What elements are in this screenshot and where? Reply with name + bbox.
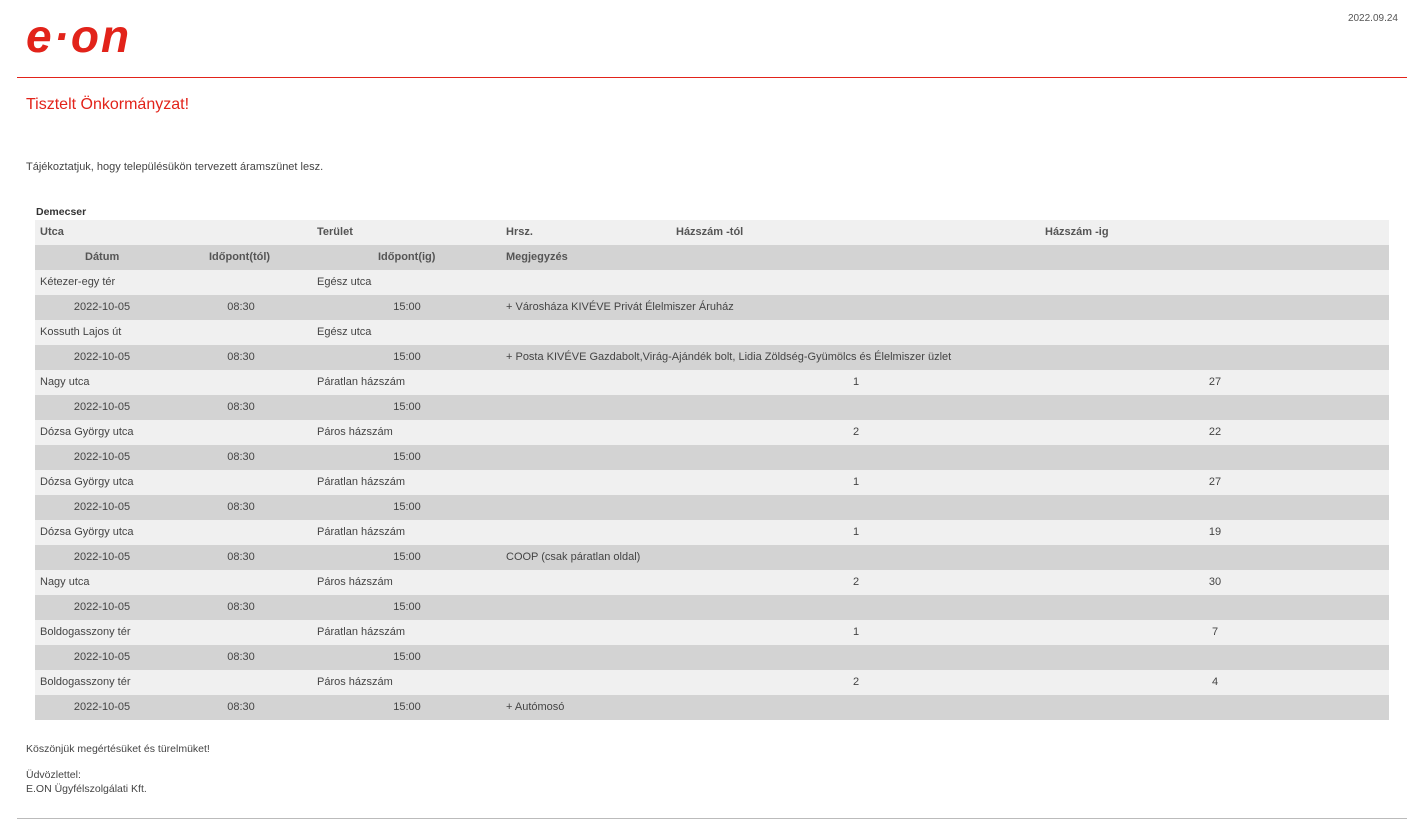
cell-time-from: 08:30 [227,401,255,413]
cell-note: + Autómosó [506,701,565,713]
outage-table [35,220,1389,720]
cell-street: Kétezer-egy tér [40,276,116,288]
cell-area: Páratlan házszám [317,376,406,388]
cell-street: Dózsa György utca [40,476,134,488]
table-row-schedule [35,495,1389,520]
cell-street: Kossuth Lajos út [40,326,122,338]
town-name: Demecser [36,206,87,218]
cell-date: 2022-10-05 [73,301,131,313]
cell-house-from: 1 [852,526,860,538]
cell-house-to: 7 [1211,626,1219,638]
cell-house-to: 27 [1208,376,1222,388]
cell-date: 2022-10-05 [73,501,131,513]
table-row-location [35,270,1389,295]
company-name: E.ON Ügyfélszolgálati Kft. [26,783,147,795]
cell-street: Nagy utca [40,576,90,588]
cell-time-from: 08:30 [227,351,255,363]
cell-house-from: 1 [852,376,860,388]
cell-date: 2022-10-05 [73,551,131,563]
col-header-date: Dátum [85,251,120,263]
table-row-schedule [35,645,1389,670]
cell-house-from: 2 [852,426,860,438]
header-divider [17,77,1407,78]
cell-house-to: 22 [1208,426,1222,438]
table-row-schedule [35,545,1389,570]
intro-text: Tájékoztatjuk, hogy településükön tervezett áramszünet lesz. [26,161,324,173]
cell-house-from: 1 [852,476,860,488]
table-row-location [35,420,1389,445]
cell-area: Páratlan házszám [317,526,406,538]
table-row-location [35,620,1389,645]
cell-time-from: 08:30 [227,601,255,613]
cell-date: 2022-10-05 [73,451,131,463]
closing-text: Köszönjük megértésüket és türelmüket! [26,743,210,755]
cell-area: Páros házszám [317,426,393,438]
col-header-time-from: Időpont(tól) [209,251,271,263]
cell-street: Nagy utca [40,376,90,388]
eon-logo [26,12,176,58]
cell-time-to: 15:00 [393,601,421,613]
cell-time-from: 08:30 [227,301,255,313]
cell-house-to: 19 [1208,526,1222,538]
table-row-schedule [35,395,1389,420]
table-row-location [35,470,1389,495]
cell-time-to: 15:00 [393,551,421,563]
cell-note: COOP (csak páratlan oldal) [506,551,641,563]
table-row-schedule [35,295,1389,320]
cell-street: Dózsa György utca [40,426,134,438]
cell-area: Egész utca [317,326,372,338]
eon-logo-text: e·on [26,12,132,58]
footer-divider [17,818,1407,819]
col-header-area: Terület [317,226,353,238]
cell-date: 2022-10-05 [73,401,131,413]
table-row-schedule [35,345,1389,370]
cell-house-to: 27 [1208,476,1222,488]
cell-note: + Városháza KIVÉVE Privát Élelmiszer Áruház [506,301,734,313]
table-row-location [35,370,1389,395]
cell-time-to: 15:00 [393,301,421,313]
cell-house-from: 1 [852,626,860,638]
table-row-schedule [35,695,1389,720]
cell-street: Dózsa György utca [40,526,134,538]
cell-time-to: 15:00 [393,501,421,513]
regards-text: Üdvözlettel: [26,769,81,781]
cell-time-from: 08:30 [227,651,255,663]
col-header-time-to: Időpont(ig) [378,251,436,263]
col-header-street: Utca [40,226,64,238]
col-header-lot: Hrsz. [506,226,533,238]
cell-time-to: 15:00 [393,651,421,663]
cell-area: Páros házszám [317,676,393,688]
cell-house-to: 30 [1208,576,1222,588]
cell-street: Boldogasszony tér [40,676,131,688]
letter-date: 2022.09.24 [1347,13,1398,24]
cell-time-from: 08:30 [227,501,255,513]
col-header-note: Megjegyzés [506,251,568,263]
cell-note: + Posta KIVÉVE Gazdabolt,Virág-Ajándék bolt, Lidia Zöldség-Gyümölcs és Élelmiszer üzlet [506,351,952,363]
table-row-location [35,520,1389,545]
cell-house-from: 2 [852,576,860,588]
cell-house-from: 2 [852,676,860,688]
cell-date: 2022-10-05 [73,701,131,713]
cell-time-to: 15:00 [393,351,421,363]
cell-area: Páratlan házszám [317,476,406,488]
cell-area: Páratlan házszám [317,626,406,638]
cell-date: 2022-10-05 [73,651,131,663]
cell-house-to: 4 [1211,676,1219,688]
table-row-location [35,570,1389,595]
cell-time-from: 08:30 [227,551,255,563]
cell-area: Páros házszám [317,576,393,588]
cell-time-to: 15:00 [393,451,421,463]
table-header-primary [35,220,1389,245]
cell-time-from: 08:30 [227,701,255,713]
table-row-location [35,670,1389,695]
table-row-schedule [35,595,1389,620]
cell-time-to: 15:00 [393,701,421,713]
col-header-house-from: Házszám -tól [676,226,744,238]
greeting: Tisztelt Önkormányzat! [26,96,190,113]
col-header-house-to: Házszám -ig [1045,226,1109,238]
table-row-location [35,320,1389,345]
cell-time-from: 08:30 [227,451,255,463]
cell-date: 2022-10-05 [73,601,131,613]
table-row-schedule [35,445,1389,470]
cell-time-to: 15:00 [393,401,421,413]
cell-street: Boldogasszony tér [40,626,131,638]
cell-area: Egész utca [317,276,372,288]
cell-date: 2022-10-05 [73,351,131,363]
table-header-secondary [35,245,1389,270]
